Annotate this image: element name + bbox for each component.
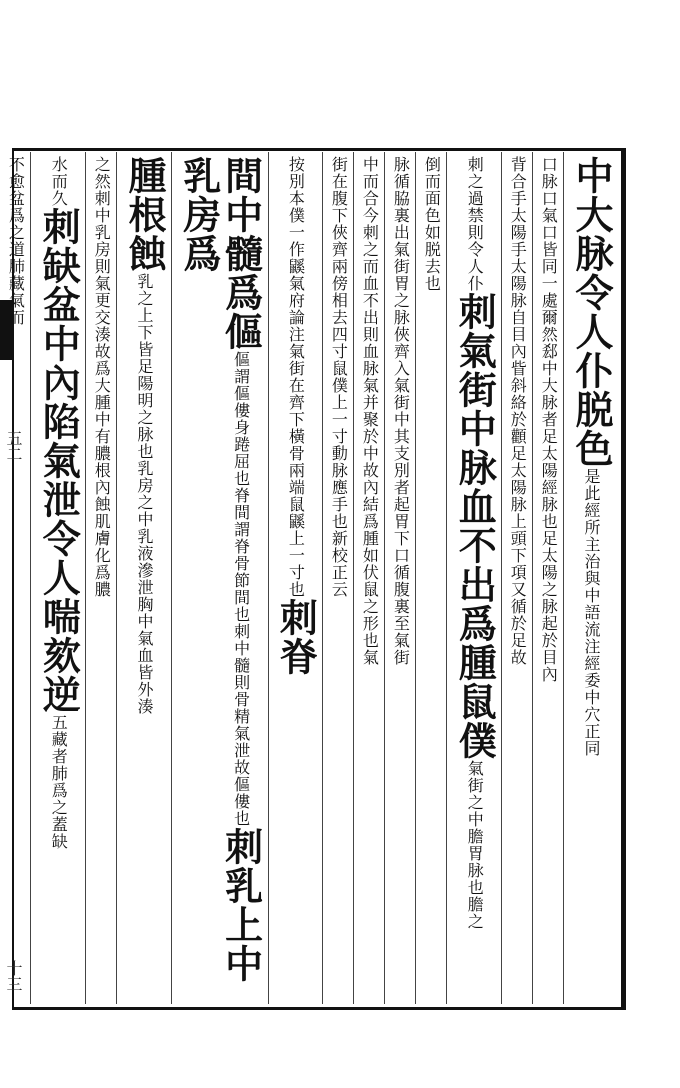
main-text-segment: 刺乳上中乳房爲 bbox=[176, 156, 264, 983]
column-text bbox=[172, 152, 268, 1004]
main-text-segment: 中大脉令人仆脱色 bbox=[569, 156, 614, 468]
column-text bbox=[117, 152, 171, 1004]
text-column bbox=[268, 152, 323, 1004]
commentary-segment: 五藏者肺爲之蓋缺 bbox=[49, 714, 69, 850]
text-column bbox=[532, 152, 563, 1004]
commentary-segment: 倒而面色如脱去也 bbox=[422, 156, 442, 292]
column-text bbox=[323, 152, 353, 1004]
commentary-segment: 新校正云 bbox=[329, 530, 349, 598]
column-text bbox=[416, 152, 446, 1004]
commentary-segment: 不愈 bbox=[6, 156, 26, 190]
column-text bbox=[533, 152, 563, 1004]
main-text-segment: 刺脊 bbox=[273, 598, 319, 676]
column-text bbox=[385, 152, 415, 1004]
commentary-segment: 街在腹下俠齊兩傍相去四寸鼠僕上一寸動脉應手也 bbox=[329, 156, 349, 530]
commentary-segment: 口脉口氣口皆同一處爾然郄中大脉者足太陽經脉也足太陽之脉起於目內 bbox=[539, 156, 559, 683]
column-text bbox=[564, 152, 618, 1004]
commentary-segment: 中而合今刺之而血不出則血脉氣并聚於中故內結爲腫如伏鼠之形也氣 bbox=[360, 156, 380, 666]
main-text-segment: 腫根蝕 bbox=[122, 156, 168, 273]
column-text bbox=[0, 152, 30, 1004]
commentary-segment: 是此經所主治與中語流注經委中穴正同 bbox=[582, 468, 601, 757]
column-text bbox=[86, 152, 116, 1004]
text-column bbox=[415, 152, 446, 1004]
commentary-segment: 傴謂傴僂身踡屈也脊間謂脊骨節間也刺中髓則骨精氣泄故傴僂也 bbox=[231, 351, 251, 827]
commentary-segment: 之然刺中乳房則氣更交湊故爲大腫中有膿根內蝕肌膚化爲膿 bbox=[92, 156, 112, 598]
text-column bbox=[322, 152, 353, 1004]
text-column bbox=[171, 152, 268, 1004]
column-text bbox=[447, 152, 501, 1004]
column-text bbox=[502, 152, 532, 1004]
main-text-segment: 間中髓爲傴 bbox=[218, 156, 264, 351]
main-text-segment: 刺缺盆中內陷氣泄令人喘欬逆 bbox=[36, 207, 82, 714]
text-column bbox=[353, 152, 384, 1004]
commentary-segment: 按別本僕一作鼷氣府論注氣街在齊下橫骨兩端鼠鼷上一寸也 bbox=[286, 156, 306, 598]
column-text bbox=[354, 152, 384, 1004]
commentary-segment: 氣街之中膽胃脉也膽之 bbox=[465, 760, 485, 930]
commentary-segment: 盆爲之道肺藏氣而 bbox=[6, 190, 26, 326]
margin-folio-mark: 十三 bbox=[4, 960, 23, 992]
commentary-segment: 乳之上下皆足陽明之脉也乳房之中乳液滲泄胸中氣血皆外湊 bbox=[135, 273, 155, 715]
text-column bbox=[30, 152, 85, 1004]
margin-page-mark: 五二 bbox=[4, 430, 23, 462]
commentary-segment: 水而久 bbox=[49, 156, 69, 207]
column-text bbox=[31, 152, 85, 1004]
commentary-segment: 脉循脇裏出氣街胃之脉俠齊入氣街中其支別者起胃下口循腹裏至氣街 bbox=[391, 156, 411, 666]
main-text-segment: 刺氣街中脉血不出爲腫鼠僕 bbox=[452, 292, 498, 760]
text-column bbox=[116, 152, 171, 1004]
text-column bbox=[384, 152, 415, 1004]
column-text bbox=[269, 152, 323, 1004]
text-column bbox=[446, 152, 501, 1004]
text-column bbox=[85, 152, 116, 1004]
text-column bbox=[0, 152, 30, 1004]
text-column bbox=[501, 152, 532, 1004]
text-column bbox=[563, 152, 618, 1004]
commentary-segment: 背合手太陽手太陽脉自目內眥斜絡於顴足太陽脉上頭下項又循於足故 bbox=[508, 156, 528, 666]
commentary-segment: 刺之過禁則令人仆 bbox=[465, 156, 485, 292]
